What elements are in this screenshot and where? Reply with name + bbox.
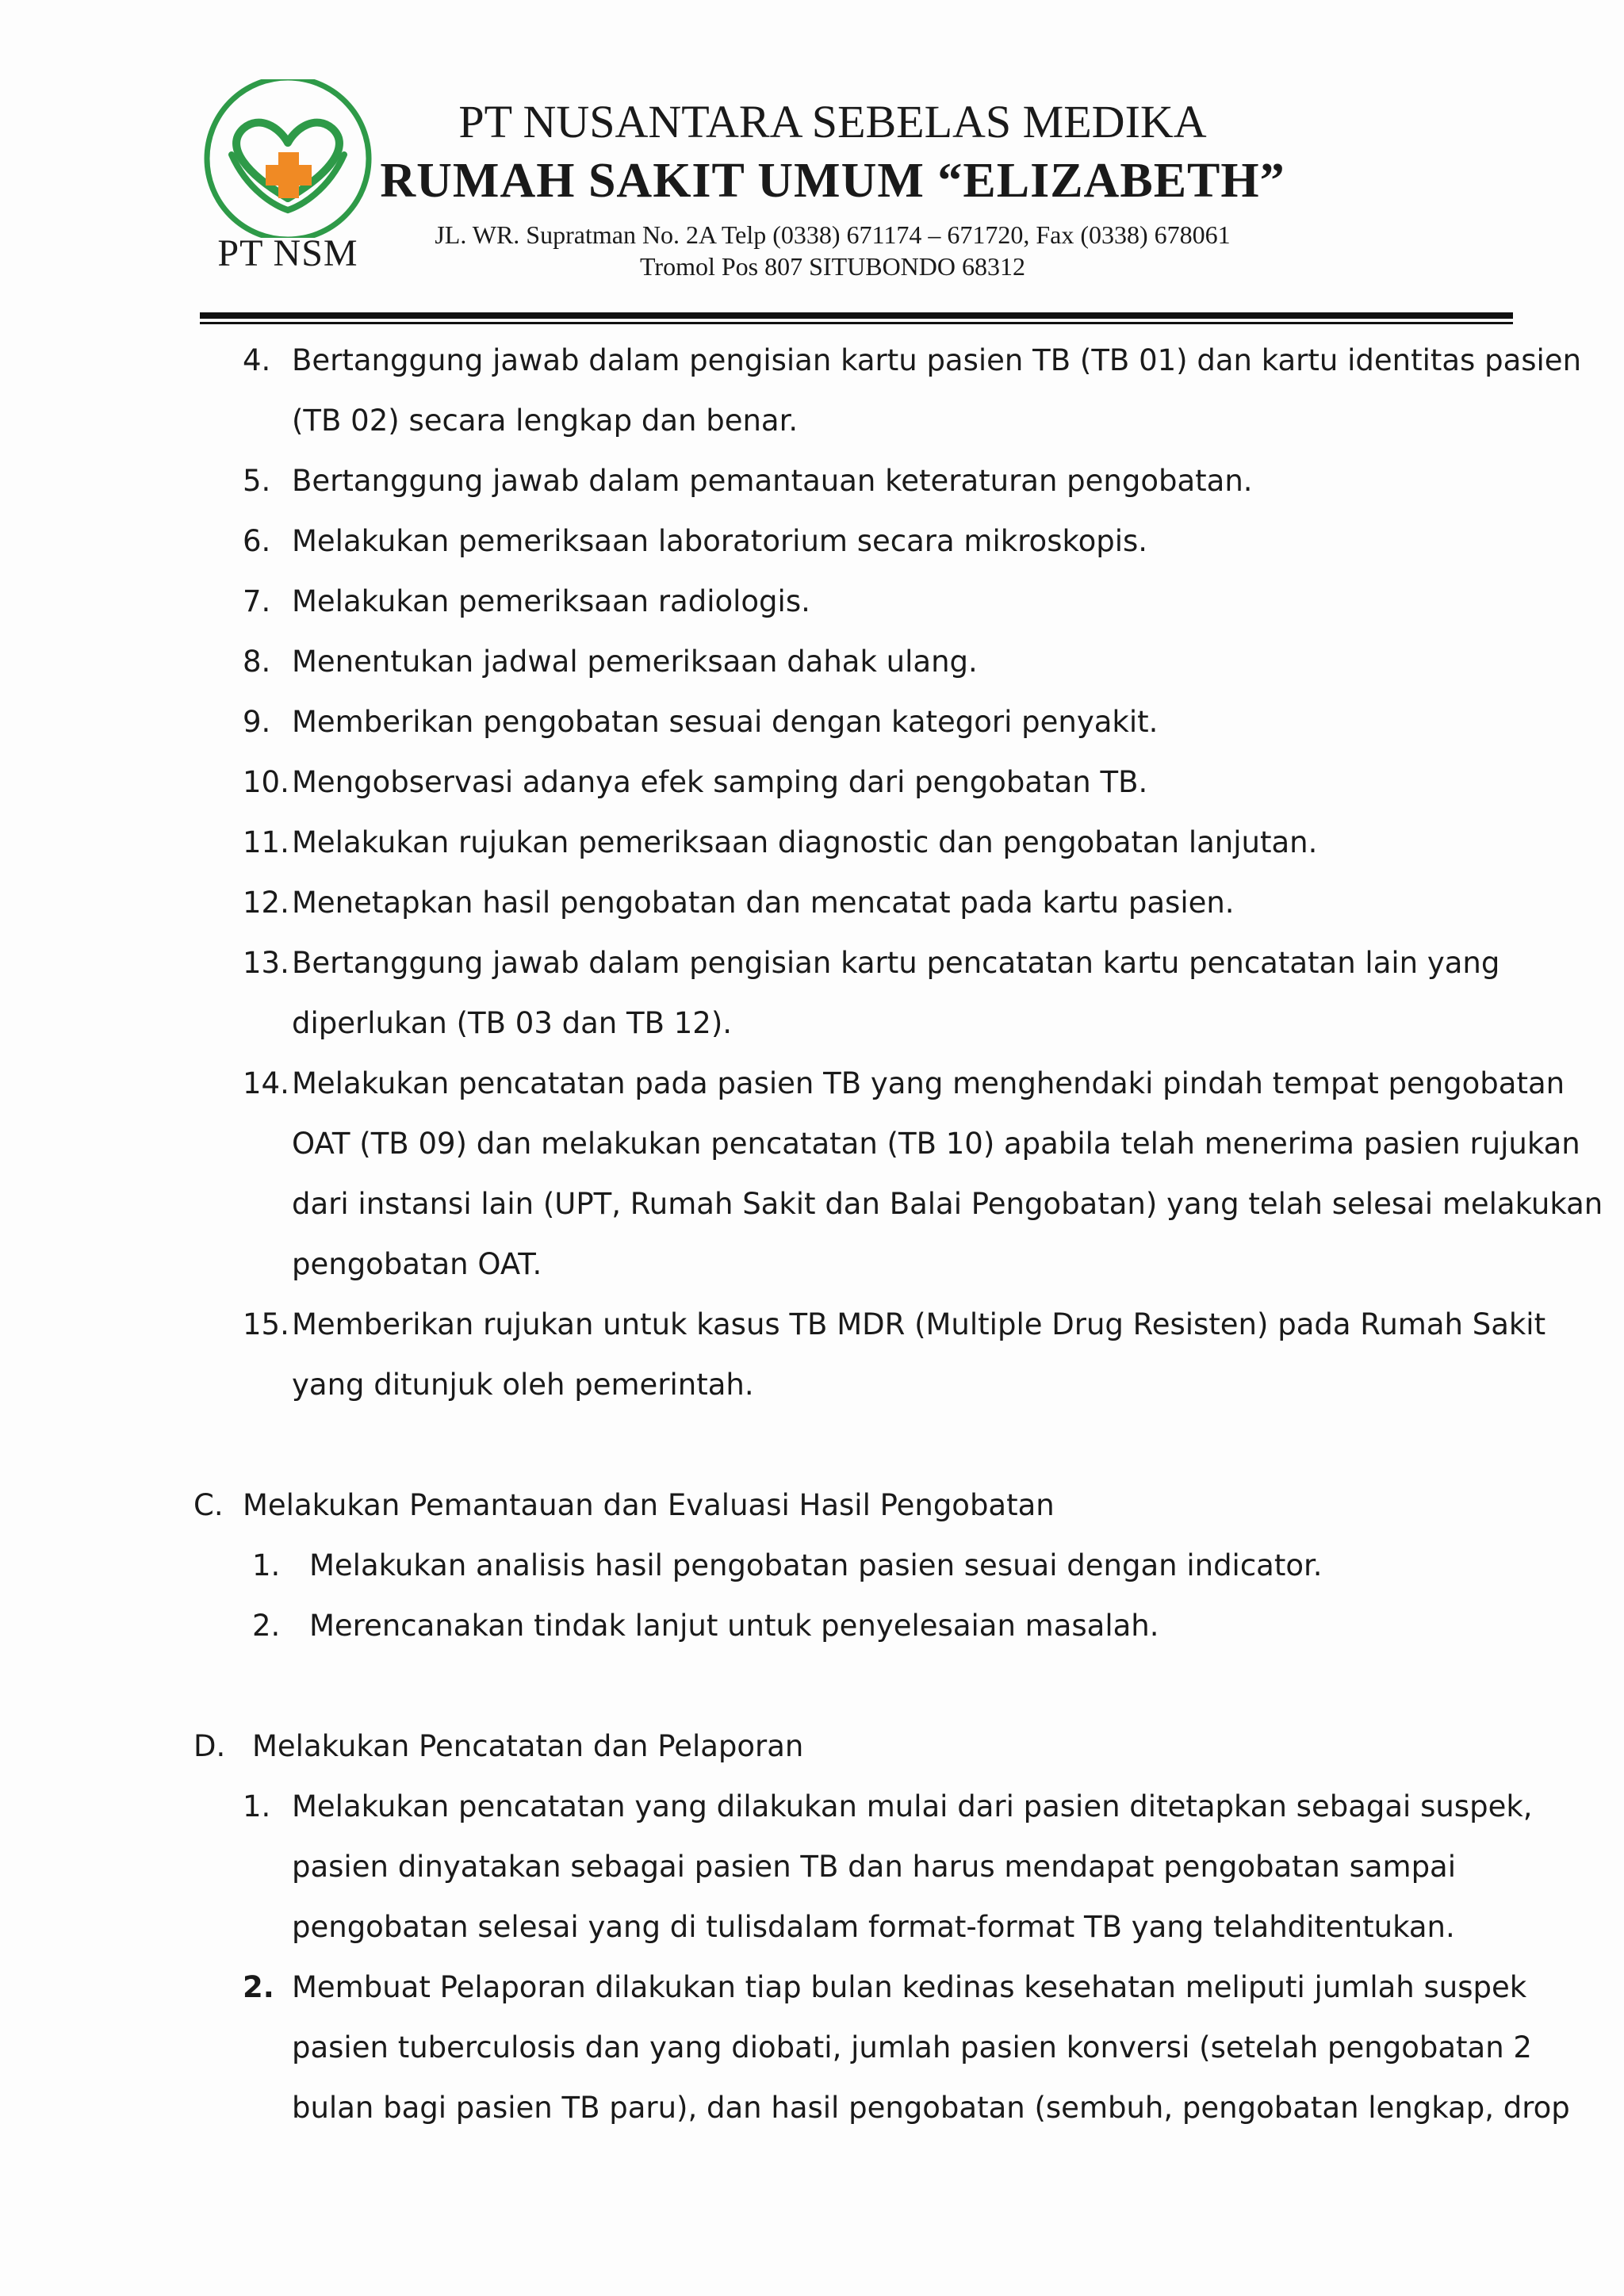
header-divider-thin [200, 322, 1513, 324]
list-item-text: Merencanakan tindak lanjut untuk penyelesaian masalah. [309, 1609, 1159, 1643]
address-line-1: JL. WR. Supratman No. 2A Telp (0338) 671174 – 671720, Fax (0338) 678061 [435, 220, 1231, 249]
list-item-text: pengobatan OAT. [292, 1247, 542, 1281]
list-number: 13. [243, 946, 289, 980]
list-item-text: pasien tuberculosis dan yang diobati, jumlah pasien konversi (setelah pengobatan 2 [292, 2030, 1532, 2064]
list-number: 6. [243, 524, 271, 558]
list-item-text: Bertanggung jawab dalam pengisian kartu pencatatan kartu pencatatan lain yang [292, 946, 1500, 980]
list-item-text: yang ditunjuk oleh pemerintah. [292, 1368, 754, 1402]
list-item-text: Melakukan pemeriksaan radiologis. [292, 584, 810, 618]
list-item-text: pengobatan selesai yang di tulisdalam format-format TB yang telahditentukan. [292, 1910, 1455, 1944]
address-line-2: Tromol Pos 807 SITUBONDO 68312 [640, 252, 1025, 281]
list-item-text: diperlukan (TB 03 dan TB 12). [292, 1006, 733, 1040]
list-item-text: bulan bagi pasien TB paru), dan hasil pengobatan (sembuh, pengobatan lengkap, drop [292, 2091, 1570, 2125]
list-item-text: Bertanggung jawab dalam pemantauan keteraturan pengobatan. [292, 464, 1253, 498]
hospital-name: RUMAH SAKIT UMUM “ELIZABETH” [380, 154, 1285, 208]
section-d-title: Melakukan Pencatatan dan Pelaporan [252, 1729, 804, 1763]
list-number: 1. [252, 1548, 281, 1582]
letterhead [373, 94, 1293, 282]
logo-text: PT NSM [217, 232, 358, 274]
list-number: 2. [243, 1970, 274, 2004]
list-item-text: dari instansi lain (UPT, Rumah Sakit dan Balai Pengobatan) yang telah selesai melakukan [292, 1187, 1603, 1221]
list-item-text: Membuat Pelaporan dilakukan tiap bulan kedinas kesehatan meliputi jumlah suspek [292, 1970, 1527, 2004]
list-item-text: Melakukan pencatatan pada pasien TB yang menghendaki pindah tempat pengobatan [292, 1066, 1565, 1100]
list-number: 8. [243, 645, 271, 679]
company-name: PT NUSANTARA SEBELAS MEDIKA [458, 96, 1207, 147]
list-item-text: Mengobservasi adanya efek samping dari pengobatan TB. [292, 765, 1148, 799]
list-number: 7. [243, 584, 271, 618]
list-item-text: Memberikan rujukan untuk kasus TB MDR (Multiple Drug Resisten) pada Rumah Sakit [292, 1307, 1546, 1341]
section-c-letter: C. [193, 1488, 224, 1522]
list-item-text: (TB 02) secara lengkap dan benar. [292, 404, 799, 438]
list-item-text: Melakukan pencatatan yang dilakukan mulai dari pasien ditetapkan sebagai suspek, [292, 1789, 1533, 1823]
list-item-text: Melakukan analisis hasil pengobatan pasien sesuai dengan indicator. [309, 1548, 1323, 1582]
list-item-text: Melakukan pemeriksaan laboratorium secara mikroskopis. [292, 524, 1148, 558]
list-item-text: Menentukan jadwal pemeriksaan dahak ulang. [292, 645, 978, 679]
list-number: 11. [243, 825, 289, 859]
list-number: 9. [243, 705, 271, 739]
list-number: 1. [243, 1789, 271, 1823]
list-number: 5. [243, 464, 271, 498]
list-number: 15. [243, 1307, 289, 1341]
header-divider [200, 312, 1513, 319]
list-item-text: OAT (TB 09) dan melakukan pencatatan (TB 10) apabila telah menerima pasien rujukan [292, 1127, 1580, 1161]
hospital-logo [200, 79, 376, 277]
list-number: 12. [243, 886, 289, 920]
list-item-text: Memberikan pengobatan sesuai dengan kategori penyakit. [292, 705, 1159, 739]
list-item-text: Menetapkan hasil pengobatan dan mencatat pada kartu pasien. [292, 886, 1235, 920]
list-number: 14. [243, 1066, 289, 1100]
list-number: 4. [243, 343, 271, 377]
logo-emblem-icon [200, 79, 376, 238]
list-number: 10. [243, 765, 289, 799]
section-c-title: Melakukan Pemantauan dan Evaluasi Hasil Pengobatan [243, 1488, 1055, 1522]
section-d-letter: D. [193, 1729, 226, 1763]
list-number: 2. [252, 1609, 281, 1643]
list-item-text: Bertanggung jawab dalam pengisian kartu pasien TB (TB 01) dan kartu identitas pasien [292, 343, 1582, 377]
list-item-text: Melakukan rujukan pemeriksaan diagnostic dan pengobatan lanjutan. [292, 825, 1318, 859]
list-item-text: pasien dinyatakan sebagai pasien TB dan harus mendapat pengobatan sampai [292, 1850, 1457, 1884]
